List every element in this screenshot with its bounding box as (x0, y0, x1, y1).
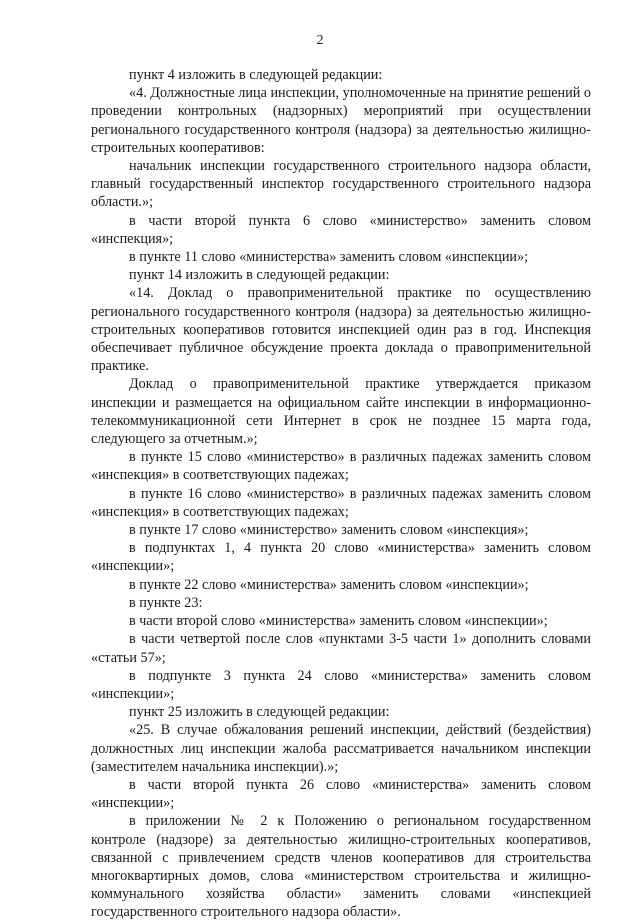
paragraph: пункт 25 изложить в следующей редакции: (129, 704, 390, 721)
paragraph: «14. Доклад о правоприменительной практике по осуществлению регионального государственного контроля (надзора) за деятельностью жилищно-строительных кооперативов готовится инспекцией один раз в год. Инспекция обеспечивает публичное обсуждение проекта доклада о правоприменительной практике. (91, 285, 591, 375)
paragraph: пункт 14 изложить в следующей редакции: (129, 267, 390, 284)
paragraph: в части второй пункта 26 слово «министерства» заменить словом «инспекции»; (91, 776, 591, 812)
paragraph: «25. В случае обжалования решений инспекции, действий (бездействия) должностных лиц инспекции жалоба рассматривается начальником инспекции (заместителем начальника инспекции).»; (91, 722, 591, 775)
paragraph: в части второй слово «министерства» заменить словом «инспекции»; (129, 613, 548, 630)
paragraph: в пункте 22 слово «министерства» заменить словом «инспекции»; (129, 576, 529, 593)
paragraph: в пункте 17 слово «министерство» заменить словом «инспекция»; (129, 522, 529, 539)
page-number: 2 (316, 33, 324, 48)
paragraph: в части четвертой после слов «пунктами 3-5 части 1» дополнить словами «статьи 57»; (91, 631, 591, 666)
paragraph: в пункте 16 слово «министерство» в различных падежах заменить словом «инспекция» в соответствующих падежах; (91, 485, 591, 520)
paragraph: в пункте 15 слово «министерство» в различных падежах заменить словом «инспекция» в соответствующих падежах; (91, 449, 591, 484)
paragraph: в пункте 11 слово «министерства» заменить словом «инспекции»; (129, 249, 529, 266)
paragraph: в приложении № 2 к Положению о региональном государственном контроле (надзоре) за деятельностью жилищно-строительных кооперативов, связанной с привлечением средств членов кооперативов для строительства многоквартирных домов, слова «министерством строительства и жилищно-коммунального хозяйства области» заменить словами «инспекцией государственного строительного надзора области». (91, 813, 591, 921)
paragraph: в подпункте 3 пункта 24 слово «министерства» заменить словом «инспекции»; (91, 667, 591, 702)
paragraph: в части второй пункта 6 слово «министерство» заменить словом «инспекция»; (91, 212, 591, 247)
paragraph: пункт 4 изложить в следующей редакции: (129, 67, 383, 83)
paragraph: в пункте 23: (129, 594, 203, 611)
paragraph: «4. Должностные лица инспекции, уполномоченные на принятие решений о проведении контрольных (надзорных) мероприятий при осуществлении регионального государственного контроля (надзора) за деятельностью жилищно-строительных кооперативов: (91, 85, 591, 156)
document-body (91, 66, 591, 922)
paragraph: начальник инспекции государственного строительного надзора области, главный государственный инспектор государственного строительного надзора области.»; (91, 158, 591, 211)
paragraph: в подпунктах 1, 4 пункта 20 слово «министерства» заменить словом «инспекции»; (91, 540, 591, 575)
paragraph: Доклад о правоприменительной практике утверждается приказом инспекции и размещается на официальном сайте инспекции в информационно-телекоммуникационной сети Интернет в срок не позднее 15 марта года, следующего за отчетным.»; (91, 376, 591, 448)
